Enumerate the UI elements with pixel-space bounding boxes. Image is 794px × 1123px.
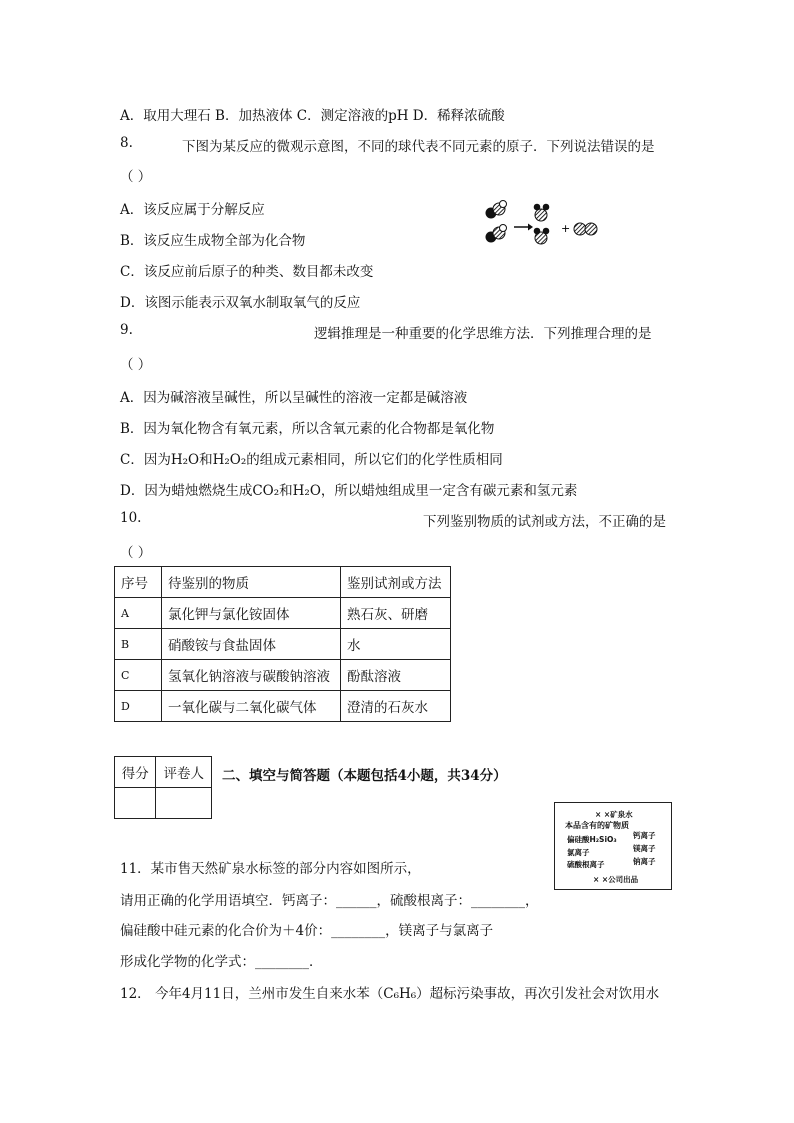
product-molecule-1 (534, 204, 550, 221)
table-header: 待鉴别的物质 (162, 567, 341, 598)
mineral-water-label (554, 802, 672, 890)
q9-stem: 逻辑推理是一种重要的化学思维方法．下列推理合理的是 (314, 326, 652, 342)
reactant-molecule-1 (486, 201, 507, 219)
q9-option-a: A．因为碱溶液呈碱性，所以呈碱性的溶液一定都是碱溶液 (120, 390, 468, 406)
q8-answer-paren: （ ） (120, 169, 152, 185)
q8-option-c: C．该反应前后原子的种类、数目都未改变 (120, 264, 374, 280)
label-item-left: 偏硅酸H₂SiO₃ (567, 835, 617, 844)
table-cell: 硝酸铵与食盐固体 (162, 629, 341, 660)
q11-line4: 形成化学物的化学式：________． (120, 954, 323, 970)
label-item-right: 钠离子 (633, 857, 656, 866)
reactant-molecule-2 (486, 225, 507, 243)
label-item-left: 硫酸根离子 (567, 860, 605, 869)
table-row (115, 598, 451, 629)
label-item-right: 镁离子 (633, 844, 656, 853)
table-cell: A (115, 598, 162, 629)
table-cell: 酚酞溶液 (341, 660, 451, 691)
q8-option-b: B．该反应生成物全部为化合物 (120, 233, 306, 249)
q7-options: A．取用大理石 B．加热液体 C．测定溶液的pH D．稀释浓硫酸 (120, 108, 505, 124)
reaction-arrow (514, 224, 533, 231)
q9-number: 9. (120, 322, 133, 338)
table-cell: C (115, 660, 162, 691)
q10-number: 10. (120, 510, 142, 526)
score-box (114, 756, 212, 819)
table-cell: 水 (341, 629, 451, 660)
table-cell: D (115, 691, 162, 722)
table-cell: 一氧化碳与二氧化碳气体 (162, 691, 341, 722)
q11-line2: 请用正确的化学用语填空．钙离子：______，硫酸根离子：________， (120, 893, 539, 909)
table-cell: 氯化钾与氯化铵固体 (162, 598, 341, 629)
grader-header: 评卷人 (156, 757, 212, 788)
q8-option-d: D．该图示能表示双氧水制取氧气的反应 (120, 295, 361, 311)
q9-option-b: B．因为氧化物含有氧元素，所以含氧元素的化合物都是氧化物 (120, 421, 495, 437)
grader-cell (156, 788, 212, 819)
q10-answer-paren: （ ） (120, 545, 152, 561)
product-molecule-2 (534, 228, 550, 244)
q9-answer-paren: （ ） (120, 357, 152, 373)
score-cell (115, 788, 156, 819)
table-header: 鉴别试剂或方法 (341, 567, 451, 598)
product-molecule-3 (574, 223, 597, 235)
table-cell: 澄清的石灰水 (341, 691, 451, 722)
q10-stem: 下列鉴别物质的试剂或方法，不正确的是 (423, 514, 666, 530)
table-cell: 熟石灰、研磨 (341, 598, 451, 629)
label-subtitle: 本品含有的矿物质 (565, 821, 629, 830)
table-header: 序号 (115, 567, 162, 598)
table-header-row (115, 567, 451, 598)
table-row (115, 660, 451, 691)
q9-option-d: D．因为蜡烛燃烧生成CO₂和H₂O，所以蜡烛组成里一定含有碳元素和氢元素 (120, 483, 578, 499)
label-item-left: 氯离子 (567, 848, 590, 857)
table-cell: 氢氧化钠溶液与碳酸钠溶液 (162, 660, 341, 691)
q8-stem: 下图为某反应的微观示意图，不同的球代表不同元素的原子．下列说法错误的是 (182, 139, 655, 155)
reaction-diagram (482, 196, 607, 251)
label-title: × ×矿泉水 (595, 810, 633, 819)
table-row (115, 691, 451, 722)
q12-line1: 12． 今年4月11日，兰州市发生自来水苯（C₆H₆）超标污染事故，再次引发社会对饮用水 (120, 986, 660, 1002)
score-header: 得分 (115, 757, 156, 788)
table-row (115, 629, 451, 660)
label-footer: × ×公司出品 (593, 875, 639, 884)
plus-sign: + (561, 222, 571, 235)
q10-table (114, 566, 451, 722)
q11-line1: 11．某市售天然矿泉水标签的部分内容如图所示， (120, 861, 421, 877)
label-item-right: 钙离子 (633, 831, 656, 840)
q11-line3: 偏硅酸中硅元素的化合价为＋4价：________，镁离子与氯离子 (120, 923, 494, 939)
q9-option-c: C．因为H₂O和H₂O₂的组成元素相同，所以它们的化学性质相同 (120, 452, 503, 468)
q8-option-a: A．该反应属于分解反应 (120, 202, 265, 218)
q8-number: 8. (120, 135, 133, 151)
section-title: 二、填空与简答题（本题包括4小题，共34分） (222, 768, 507, 784)
table-cell: B (115, 629, 162, 660)
